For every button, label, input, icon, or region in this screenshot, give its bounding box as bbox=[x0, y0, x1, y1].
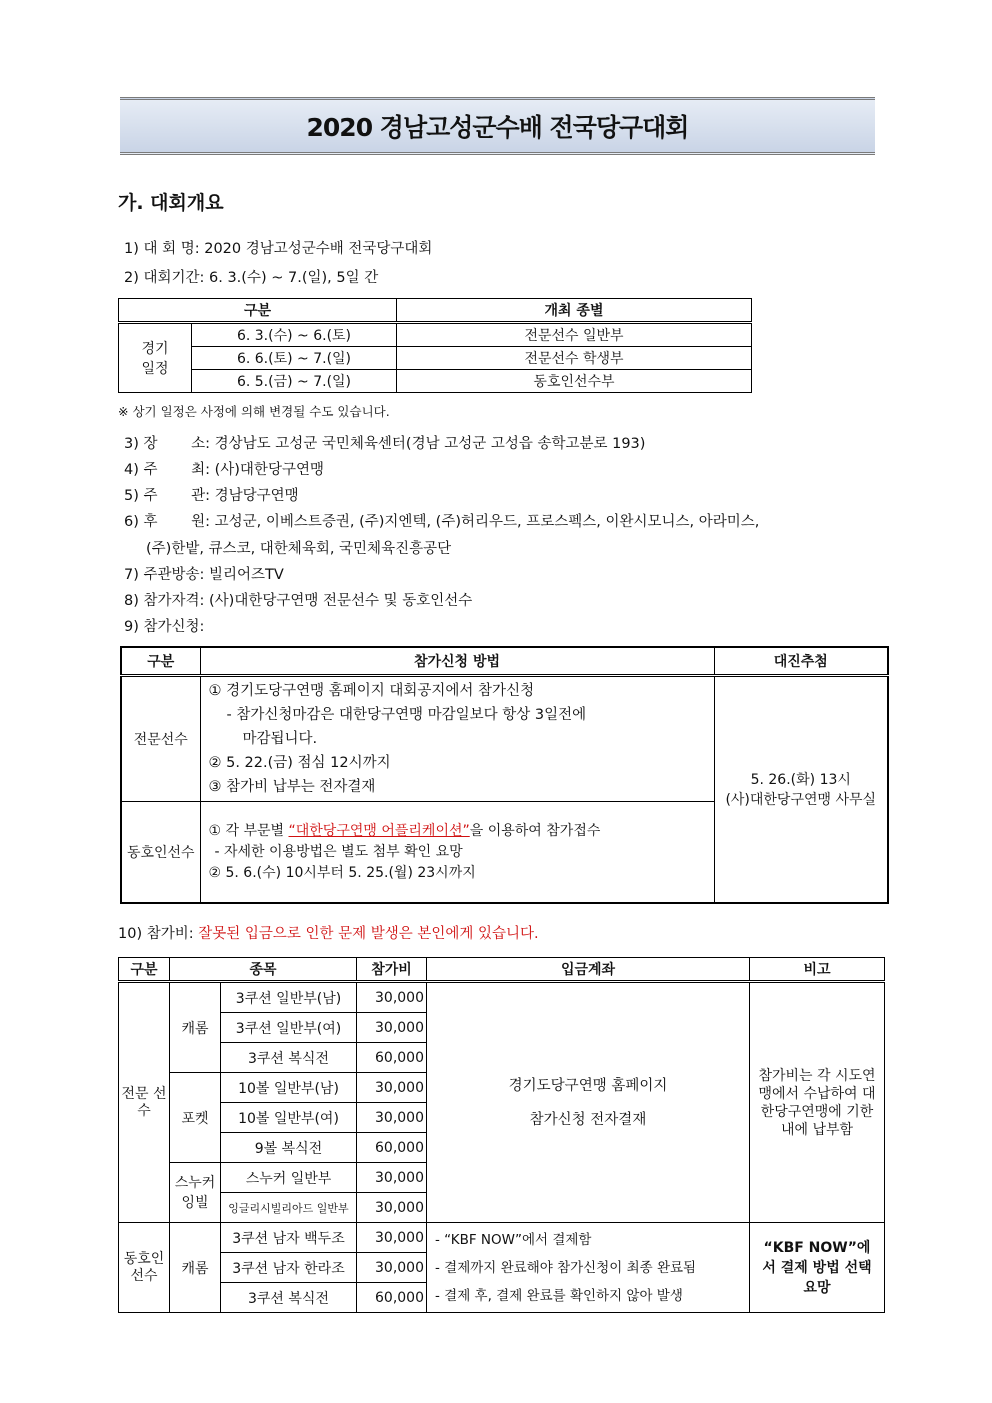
app-link[interactable]: “대한당구연맹 어플리케이션” bbox=[288, 822, 470, 839]
fee-event: 3쿠션 복식전 bbox=[221, 1043, 357, 1073]
fee-event: 잉글리시빌리아드 일반부 bbox=[221, 1193, 357, 1223]
fee-amateur-account bbox=[427, 1223, 750, 1313]
fee-amount: 30,000 bbox=[357, 1163, 427, 1193]
account-line: 경기도당구연맹 홈페이지 bbox=[508, 1077, 668, 1094]
apply-pro-line: ③ 참가비 납부는 전자결재 bbox=[208, 779, 376, 795]
apply-table bbox=[120, 646, 889, 904]
fee-amount: 30,000 bbox=[357, 1073, 427, 1103]
schedule-group-label: 경기 일정 bbox=[119, 323, 192, 393]
fee-header-fee: 참가비 bbox=[357, 958, 427, 982]
apply-header-category: 구분 bbox=[121, 647, 200, 676]
page-title: 2020 경남고성군수배 전국당구대회 bbox=[306, 113, 689, 142]
schedule-date: 6. 3.(수) ~ 6.(토) bbox=[192, 323, 397, 347]
schedule-event: 전문선수 학생부 bbox=[397, 347, 752, 370]
fee-event: 3쿠션 복식전 bbox=[221, 1283, 357, 1313]
apply-pro-line: ② 5. 22.(금) 점심 12시까지 bbox=[208, 755, 391, 771]
fee-amount: 60,000 bbox=[357, 1283, 427, 1313]
item-eligibility: 8) 참가자격: (사)대한당구연맹 전문선수 및 동호인선수 bbox=[124, 593, 473, 609]
fee-group: 캐롬 bbox=[170, 1223, 221, 1313]
schedule-table bbox=[118, 298, 752, 393]
fee-header-event: 종목 bbox=[170, 958, 357, 982]
schedule-header-category: 구분 bbox=[119, 299, 397, 323]
schedule-note: ※ 상기 일정은 사정에 의해 변경될 수도 있습니다. bbox=[118, 404, 390, 419]
section-heading: 가. 대회개요 bbox=[118, 192, 224, 214]
apply-pro-line: - 참가신청마감은 대한당구연맹 마감일보다 항상 3일전에 bbox=[226, 707, 587, 723]
fee-heading: 10) 참가비: 잘못된 입금으로 인한 문제 발생은 본인에게 있습니다. bbox=[118, 926, 539, 942]
apply-amateur-method bbox=[200, 802, 714, 904]
draw-place: (사)대한당구연맹 사무실 bbox=[725, 791, 877, 808]
schedule-event: 전문선수 일반부 bbox=[397, 323, 752, 347]
item-sponsor: 6) 후 원: 고성군, 이베스트증권, (주)지엔텍, (주)허리우드, 프로스펙스, 이완시모니스, 아라미스, bbox=[124, 514, 760, 530]
apply-header-method: 참가신청 방법 bbox=[200, 647, 714, 676]
fee-amount: 30,000 bbox=[357, 1103, 427, 1133]
account-line: - “KBF NOW”에서 결제함 bbox=[435, 1231, 592, 1248]
item-venue: 3) 장 소: 경상남도 고성군 국민체육센터(경남 고성군 고성읍 송학고분로 193) bbox=[124, 436, 646, 452]
item-broadcast: 7) 주관방송: 빌리어즈TV bbox=[124, 567, 284, 583]
apply-pro-line: ① 경기도당구연맹 홈페이지 대회공지에서 참가신청 bbox=[208, 683, 535, 699]
fee-amount: 30,000 bbox=[357, 1013, 427, 1043]
item-organizer: 5) 주 관: 경남당구연맹 bbox=[124, 488, 299, 504]
fee-group: 포켓 bbox=[170, 1073, 221, 1163]
fee-pro-remark: 참가비는 각 시도연맹에서 수납하여 대한당구연맹에 기한 내에 납부함 bbox=[750, 982, 885, 1223]
apply-pro-line: 마감됩니다. bbox=[242, 731, 318, 747]
fee-header-account: 입금계좌 bbox=[427, 958, 750, 982]
title-banner bbox=[120, 97, 875, 155]
fee-amount: 30,000 bbox=[357, 982, 427, 1013]
fee-group: 캐롬 bbox=[170, 982, 221, 1073]
fee-table bbox=[118, 957, 885, 1313]
apply-draw-cell bbox=[714, 676, 888, 904]
fee-amateur-label: 동호인 선수 bbox=[119, 1223, 170, 1313]
fee-event: 3쿠션 남자 백두조 bbox=[221, 1223, 357, 1253]
fee-event: 3쿠션 일반부(여) bbox=[221, 1013, 357, 1043]
account-line: - 결제까지 완료해야 참가신청이 최종 완료됨 bbox=[435, 1259, 697, 1276]
fee-group: 스누커 잉빌 bbox=[170, 1163, 221, 1223]
fee-amount: 30,000 bbox=[357, 1253, 427, 1283]
item-apply: 9) 참가신청: bbox=[124, 619, 205, 635]
fee-header-category: 구분 bbox=[119, 958, 170, 982]
apply-header-draw: 대진추첨 bbox=[714, 647, 888, 676]
fee-event: 스누커 일반부 bbox=[221, 1163, 357, 1193]
item-period: 2) 대회기간: 6. 3.(수) ~ 7.(일), 5일 간 bbox=[124, 270, 379, 286]
fee-amount: 60,000 bbox=[357, 1043, 427, 1073]
fee-event: 3쿠션 일반부(남) bbox=[221, 982, 357, 1013]
apply-pro-method bbox=[200, 676, 714, 802]
fee-warning: 잘못된 입금으로 인한 문제 발생은 본인에게 있습니다. bbox=[198, 926, 539, 942]
item-host: 4) 주 최: (사)대한당구연맹 bbox=[124, 462, 324, 478]
item-sponsor-cont: (주)한밭, 큐스코, 대한체육회, 국민체육진흥공단 bbox=[146, 541, 452, 557]
fee-event: 3쿠션 남자 한라조 bbox=[221, 1253, 357, 1283]
apply-amateur-line: ① 각 부문별 “대한당구연맹 어플리케이션”을 이용하여 참가접수 bbox=[208, 822, 601, 839]
item-name: 1) 대 회 명: 2020 경남고성군수배 전국당구대회 bbox=[124, 241, 433, 257]
schedule-date: 6. 6.(토) ~ 7.(일) bbox=[192, 347, 397, 370]
account-line: 참가신청 전자결재 bbox=[529, 1111, 647, 1128]
fee-amount: 60,000 bbox=[357, 1133, 427, 1163]
account-line: - 결제 후, 결제 완료를 확인하지 않아 발생 bbox=[435, 1287, 683, 1304]
apply-pro-label: 전문선수 bbox=[121, 676, 200, 802]
schedule-event: 동호인선수부 bbox=[397, 370, 752, 393]
fee-amount: 30,000 bbox=[357, 1193, 427, 1223]
fee-event: 10볼 일반부(남) bbox=[221, 1073, 357, 1103]
apply-amateur-line: ② 5. 6.(수) 10시부터 5. 25.(월) 23시까지 bbox=[208, 864, 476, 881]
fee-event: 9볼 복식전 bbox=[221, 1133, 357, 1163]
fee-pro-label: 전문 선수 bbox=[119, 982, 170, 1223]
fee-header-remark: 비고 bbox=[750, 958, 885, 982]
draw-date: 5. 26.(화) 13시 bbox=[750, 771, 851, 788]
fee-pro-account bbox=[427, 982, 750, 1223]
schedule-date: 6. 5.(금) ~ 7.(일) bbox=[192, 370, 397, 393]
apply-amateur-label: 동호인선수 bbox=[121, 802, 200, 904]
fee-event: 10볼 일반부(여) bbox=[221, 1103, 357, 1133]
fee-amateur-remark: “KBF NOW”에서 결제 방법 선택 요망 bbox=[750, 1223, 885, 1313]
schedule-header-event: 개최 종별 bbox=[397, 299, 752, 323]
fee-amount: 30,000 bbox=[357, 1223, 427, 1253]
apply-amateur-line: - 자세한 이용방법은 별도 첨부 확인 요망 bbox=[214, 843, 463, 860]
